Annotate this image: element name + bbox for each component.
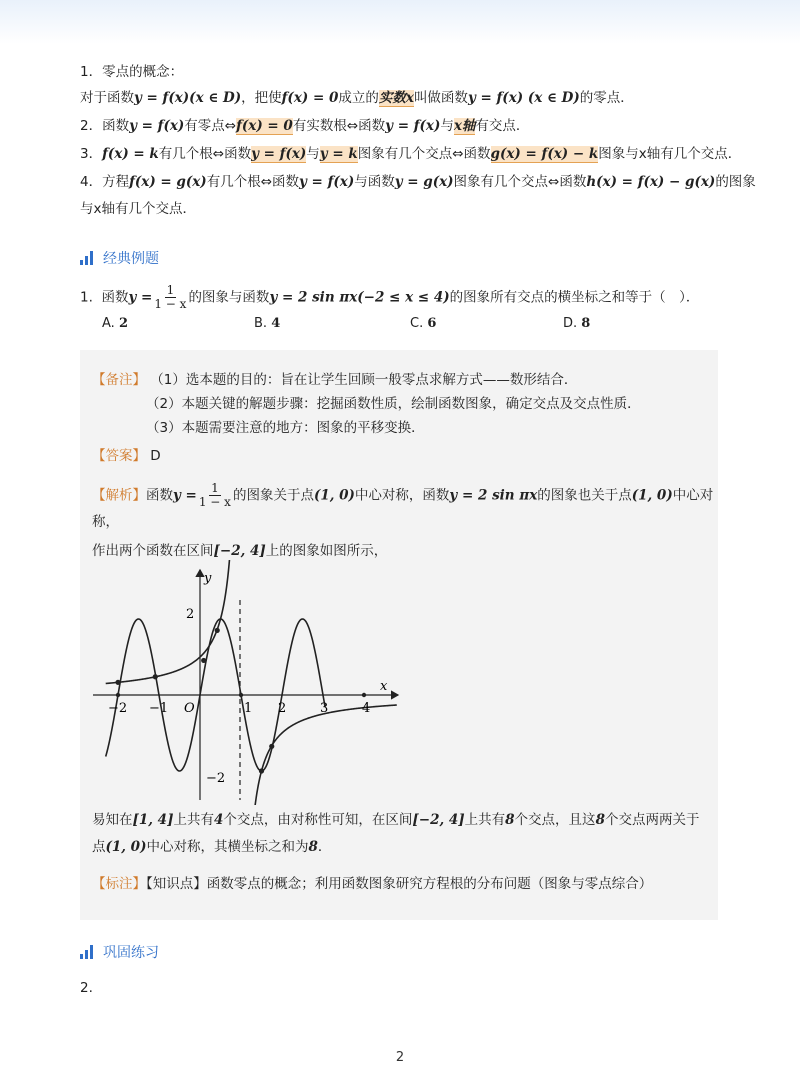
concept-line-1: 1．零点的概念：	[80, 64, 184, 80]
analysis-line-3: 作出两个函数在区间[−2, 4]上的图象如图所示，	[92, 543, 388, 559]
option-c[interactable]: C. 6	[410, 316, 437, 331]
intersection-point	[215, 628, 220, 633]
concept-line-5: 4．方程f(x) = g(x)有几个根⇔函数y = f(x)与函数y = g(x)图象有几个交点⇔函数h(x) = f(x) − g(x)的图象	[80, 174, 756, 190]
section-title-practice: 巩固练习	[80, 942, 159, 962]
tick-2: 2	[278, 701, 287, 716]
intersection-point	[201, 658, 206, 663]
intersection-point	[115, 680, 120, 685]
answer-line: 【答案】 D	[92, 448, 161, 464]
analysis-line-2: 称，	[92, 514, 119, 530]
hyperbola-right-branch	[253, 705, 396, 805]
tick-3: 3	[320, 701, 329, 716]
section-title-examples: 经典例题	[80, 248, 159, 268]
option-b[interactable]: B. 4	[254, 316, 281, 331]
conclusion-line-1: 易知在[1, 4]上共有4个交点，由对称性可知，在区间[−2, 4]上共有8个交点，且这8个交点两两关于	[92, 812, 700, 828]
tick-1: 1	[244, 701, 253, 716]
question-1: 1. 函数y = $\frac{1}{1 - x}$ 的图象与函数y = 2 sin πx(−2 ≤ x ≤ 4)的图象所有交点的横坐标之和等于（ ）．	[80, 283, 700, 311]
intersection-point	[259, 768, 264, 773]
top-banner	[0, 0, 800, 44]
tick-y-2: 2	[186, 607, 195, 622]
mark-line: 【标注】【知识点】函数零点的概念；利用函数图象研究方程根的分布问题（图象与零点综合）	[92, 876, 653, 892]
highlight-real-x: 实数x	[378, 90, 414, 106]
question-2-number: 2.	[80, 980, 93, 996]
x-axis-label: x	[380, 679, 388, 694]
bar-chart-icon	[80, 945, 93, 959]
tick-y-neg2: −2	[206, 771, 226, 786]
hyperbola-left-branch	[106, 560, 231, 683]
axis-point	[362, 693, 366, 697]
note-line-3: （3）本题需要注意的地方：图象的平移变换．	[146, 420, 425, 436]
note-line-2: （2）本题关键的解题步骤：挖掘函数性质，绘制函数图象，确定交点及交点性质．	[146, 396, 641, 412]
y-axis-label: y	[204, 571, 212, 586]
tick-neg1: −1	[149, 701, 169, 716]
option-d[interactable]: D. 8	[563, 316, 591, 331]
concept-line-6: 与x轴有几个交点．	[80, 201, 196, 217]
conclusion-line-2: 点(1, 0)中心对称，其横坐标之和为8．	[92, 839, 332, 855]
analysis-line-1: 【解析】函数y = $\frac{1}{1 - x}$ 的图象关于点(1, 0)中心对称，函数y = 2 sin πx的图象也关于点(1, 0)中心对	[92, 481, 714, 509]
option-a[interactable]: A. 2	[102, 316, 128, 331]
fraction: $\frac{1}{1 - x}$	[154, 283, 187, 311]
intersection-point	[269, 744, 274, 749]
concept-line-4: 3．f(x) = k有几个根⇔函数y = f(x)与y = k图象有几个交点⇔函数g(x) = f(x) − k图象与x轴有几个交点．	[80, 146, 742, 162]
page-number: 2	[395, 1050, 405, 1065]
concept-line-3: 2．函数y = f(x)有零点⇔f(x) = 0有实数根⇔函数y = f(x)与x轴有交点．	[80, 118, 530, 134]
note-line-1: 【备注】 （1）选本题的目的：旨在让学生回顾一般零点求解方式——数形结合．	[92, 372, 578, 388]
intersection-point	[153, 674, 158, 679]
tick-neg2: −2	[108, 701, 128, 716]
concept-line-2: 对于函数y = f(x)(x ∈ D)，把使f(x) = 0成立的实数x叫做函数y = f(x) (x ∈ D)的零点．	[80, 90, 634, 106]
origin-label: O	[184, 701, 195, 716]
function-graph	[88, 560, 408, 805]
tick-4: 4	[362, 701, 371, 716]
axis-point	[239, 693, 243, 697]
bar-chart-icon	[80, 251, 93, 265]
axis-point	[116, 693, 120, 697]
